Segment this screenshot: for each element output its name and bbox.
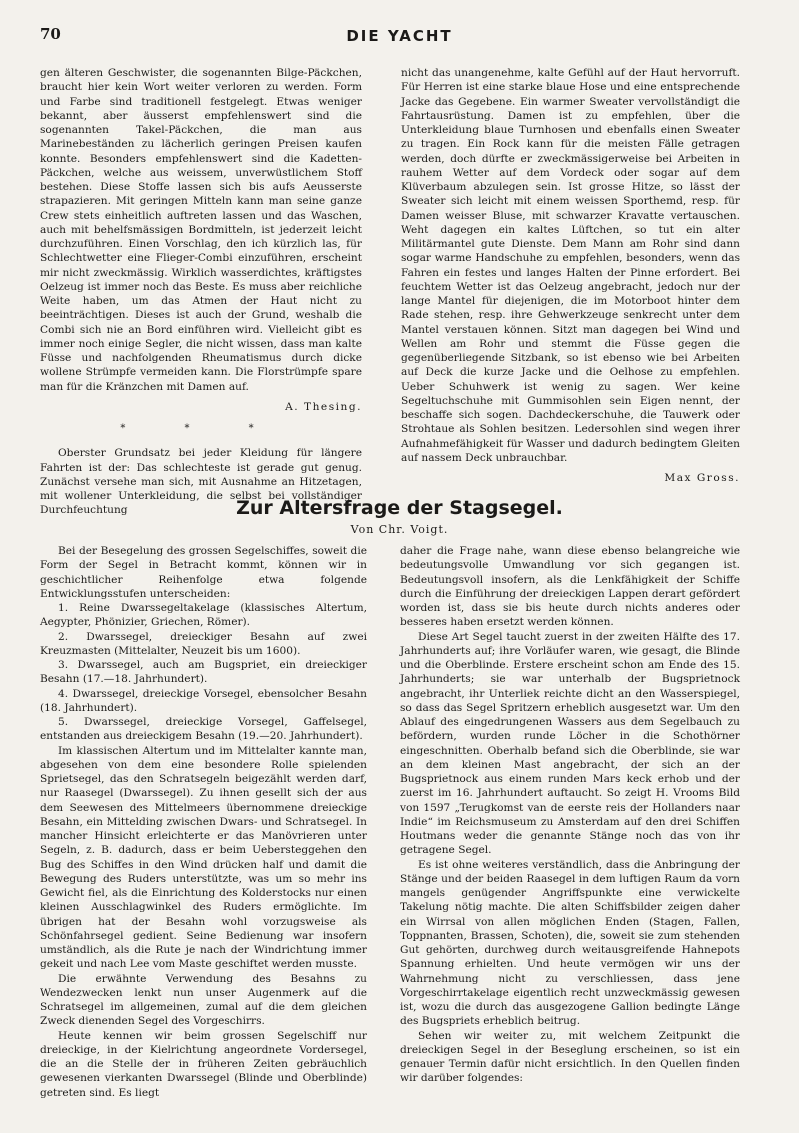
journal-title: DIE YACHT — [346, 27, 453, 45]
article-paragraph: Im klassischen Altertum und im Mittelalter kannte man, abgesehen von dem eine besondere Rolle spielenden Sprietsegel, das den Schratsegeln beigezählt werden darf, nur Raasegel (Dwarssegel). Zu ihnen gesellt sich der aus dem Seewesen des Mittelmeers übernommene dreieckige Besahn, ein Mittelding zwischen Dwars- und Schratsegel. In mancher Hinsicht erleichterte er das Manövrieren unter Segeln, z. B. dadurch, dass er beim Uebersteggehen den Bug des Schiffes in den Wind drücken half und damit die Bewegung des Ruders unterstützte, was um so mehr ins Gewicht fiel, als die Einrichtung des Kolderstocks nur einen kleinen Ausschlagwinkel des Ruders ermöglichte. Im übrigen hat der Besahn wohl vorzugsweise als Schönfahrsegel gedient. Seine Bedienung war insofern umständlich, als die Rute je nach der Windrichtung immer gekeit und nach Lee vom Maste geschiftet werden musste. — [40, 744, 367, 971]
article-paragraph: Heute kennen wir beim grossen Segelschiff nur dreieckige, in der Kielrichtung angeordnete Vordersegel, die an die Stelle der in früheren Zeiten gebräuchlich gewesenen vierkanten Dwarssegel (Blinde und Oberblinde) getreten sind. Es liegt — [40, 1029, 367, 1099]
article-paragraph: Diese Art Segel taucht zuerst in der zweiten Hälfte des 17. Jahrhunderts auf; ihre Vorläufer waren, wie gesagt, die Blinde und die Oberblinde. Erstere erscheint schon am Ende des 15. Jahrhunderts; sie war unterhalb der Bugsprietnock angebracht, ihr Unterliek reichte dicht an den Wasserspiegel, so dass das Segel Spritzern erheblich ausgesetzt war. Um den Ablauf des eingedrungenen Wassers aus dem Segelbauch zu befördern, wurden runde Löcher in die Schothörner eingeschnitten. Oberhalb befand sich die Oberblinde, sie war an dem kleinen Mast angebracht, der sich an der Bugsprietnock aus einem runden Mars keck erhob und der zuerst im 16. Jahrhundert auftaucht. So zeigt H. Vrooms Bild von 1597 „Terugkomst van de eerste reis der Hollanders naar Indie“ im Reichsmuseum zu Amsterdam auf den drei Schiffen Houtmans weder die genannte Stänge noch das von ihr getragene Segel. — [400, 630, 740, 857]
article-column-left — [40, 544, 367, 1100]
top-article-column-left — [40, 66, 362, 518]
article-paragraph: Die erwähnte Verwendung des Besahns zu Wendezwecken lenkt nun unser Augenmerk auf die Schratsegel im allgemeinen, zumal auf die dem gleichen Zweck dienenden Segel des Vorgeschirrs. — [40, 972, 367, 1028]
section-divider-stars: * * * — [120, 423, 282, 434]
article-paragraph: Es ist ohne weiteres verständlich, dass die Anbringung der Stänge und der beiden Raasegel in dem luftigen Raum da vorn mangels genügender Angriffspunkte eine verwickelte Takelung nötig machte. Die alten Schiffsbilder zeigen daher ein Wirrsal von allen möglichen Enden (Stagen, Fallen, Toppnanten, Brassen, Schoten), die, soweit sie zum stehenden Gut gehörten, durchweg durch weitausgreifende Hahnepots Spannung erhielten. Und heute vermögen wir uns der Wahrnehmung nicht zu verschliessen, dass jene Vorgeschirrtakelage eigentlich recht unzweckmässig gewesen ist, wozu die durch das ausgezogene Gallion bedingte Länge des Bugspriets erheblich beitrug. — [400, 858, 740, 1028]
top-article-paragraph: Oberster Grundsatz bei jeder Kleidung für längere Fahrten ist der: Das schlechteste ist gerade gut genug. Zunächst versehe man sich, mit Ausnahme an Hitzetagen, mit wollener Unterkleidung, die selbst bei vollständiger Durchfeuchtung — [40, 447, 362, 517]
article-byline: Von Chr. Voigt. — [350, 523, 449, 536]
article-paragraph: Bei der Besegelung des grossen Segelschiffes, soweit die Form der Segel in Betracht kommt, können wir in geschichtlicher Reihenfolge etwa folgende Entwicklungsstufen unterscheiden: — [40, 545, 367, 600]
top-article-column-right — [401, 66, 740, 485]
list-item: 2. Dwarssegel, dreieckiger Besahn auf zwei Kreuzmasten (Mittelalter, Neuzeit bis um 1600). — [40, 630, 367, 657]
top-article-paragraph: nicht das unangenehme, kalte Gefühl auf der Haut hervorruft. Für Herren ist eine starke blaue Hose und eine entsprechende Jacke das Gegebene. Ein warmer Sweater vervollständigt die Fahrtausrüstung. Damen ist zu empfehlen, über die Unterkleidung blaue Turnhosen und ebenfalls einen Sweater zu tragen. Ein Rock kann für die meisten Fälle getragen werden, doch dürfte er zweckmässigerweise bei Arbeiten in rauhem Wetter auf dem Vordeck oder sogar auf dem Klüverbaum abzulegen sein. Ist grosse Hitze, so lässt der Sweater sich leicht mit einem weissen Sporthemd, resp. für Damen weisser Bluse, mit schwarzer Kravatte vertauschen. Weht dagegen ein kaltes Lüftchen, so tut ein alter Militärmantel gute Dienste. Dem Mann am Rohr sind dann sogar warme Handschuhe zu empfehlen, besonders, wenn das Fahren ein festes und langes Halten der Pinne erfordert. Bei feuchtem Wetter ist das Oelzeug angebracht, jedoch nur der lange Mantel für diejenigen, die im Motorboot hinter dem Rade stehen, resp. ihre Gehwerkzeuge senkrecht unter dem Mantel verstauen können. Sitzt man dagegen bei Wind und Wellen am Rohr und stemmt die Füsse gegen die gegenüberliegende Sitzbank, so ist ebenso wie bei Arbeiten auf Deck die kurze Jacke und die Oelhose zu empfehlen. Ueber Schuhwerk ist wenig zu sagen. Wer keine Segeltuchschuhe mit Gummisohlen sein Eigen nennt, der beschaffe sich sogen. Dachdeckerschuhe, die Tauwerk oder Strohtaue als Sohlen besitzen. Ledersohlen sind wegen ihrer Aufnahmefähigkeit für Wasser und dadurch bedingtem Gleiten auf nassem Deck unbrauchbar. — [401, 67, 740, 464]
list-item: 1. Reine Dwarssegeltakelage (klassisches Altertum, Aegypter, Phönizier, Griechen, Römer). — [40, 602, 367, 629]
top-article-paragraph: gen älteren Geschwister, die sogenannten Bilge-Päckchen, braucht hier kein Wort weiter verloren zu werden. Form und Farbe sind traditionell festgelegt. Etwas weniger bekannt, aber äusserst empfehlenswert sind die sogenannten Takel-Päckchen, die man aus Marinebeständen zu lächerlich geringen Preisen kaufen konnte. Besonders empfehlenswert sind die Kadetten-Päckchen, welche aus weissem, unverwüstlichem Stoff bestehen. Diese Stoffe lassen sich bis aufs Aeusserste strapazieren. Mit geringen Mitteln kann man seine ganze Crew stets einheitlich auftreten lassen und das Waschen, auch mit behelfsmässigen Bordmitteln, ist jederzeit leicht durchzuführen. Einen Vorschlag, den ich kürzlich las, für Schlechtwetter eine Flieger-Combi einzuführen, erscheint mir nicht zweckmässig. Wirklich wasserdichtes, kräftigstes Oelzeug ist immer noch das Beste. Es muss aber reichliche Weite haben, um das Atmen der Haut nicht zu beeinträchtigen. Dieses ist auch der Grund, weshalb die Combi sich nie an Bord einführen wird. Vielleicht gibt es immer noch einige Segler, die nicht wissen, dass man kalte Füsse und nachfolgenden Rheumatismus durch dicke wollene Strümpfe vermeiden kann. Die Florstrümpfe spare man für die Kränzchen mit Damen auf. — [40, 67, 362, 393]
author-signature-gross: Max Gross. — [664, 472, 740, 484]
page-number: 70 — [40, 25, 61, 43]
author-signature-thesing: A. Thesing. — [285, 400, 362, 413]
article-column-right — [400, 544, 740, 1086]
list-item: 3. Dwarssegel, auch am Bugspriet, ein dreieckiger Besahn (17.—18. Jahrhundert). — [40, 659, 367, 686]
list-item: 4. Dwarssegel, dreieckige Vorsegel, ebensolcher Besahn (18. Jahrhundert). — [40, 687, 367, 714]
article-title: Zur Altersfrage der Stagsegel. — [236, 497, 563, 519]
article-paragraph: daher die Frage nahe, wann diese ebenso belangreiche wie bedeutungsvolle Umwandlung vor sich gegangen ist. Bedeutungsvoll insofern, als die Lenkfähigkeit der Schiffe durch die Einführung der dreieckigen Lappen derart gefördert worden ist, dass sie bis heute durch nichts anderes oder besseres haben ersetzt werden können. — [400, 545, 740, 629]
list-item: 5. Dwarssegel, dreieckige Vorsegel, Gaffelsegel, entstanden aus dreieckigem Besahn (19.—20. Jahrhundert). — [40, 716, 367, 743]
article-paragraph: Sehen wir weiter zu, mit welchem Zeitpunkt die dreieckigen Segel in der Beseglung erscheinen, so ist ein genauer Termin dafür nicht ersichtlich. In den Quellen finden wir darüber folgendes: — [400, 1029, 740, 1085]
